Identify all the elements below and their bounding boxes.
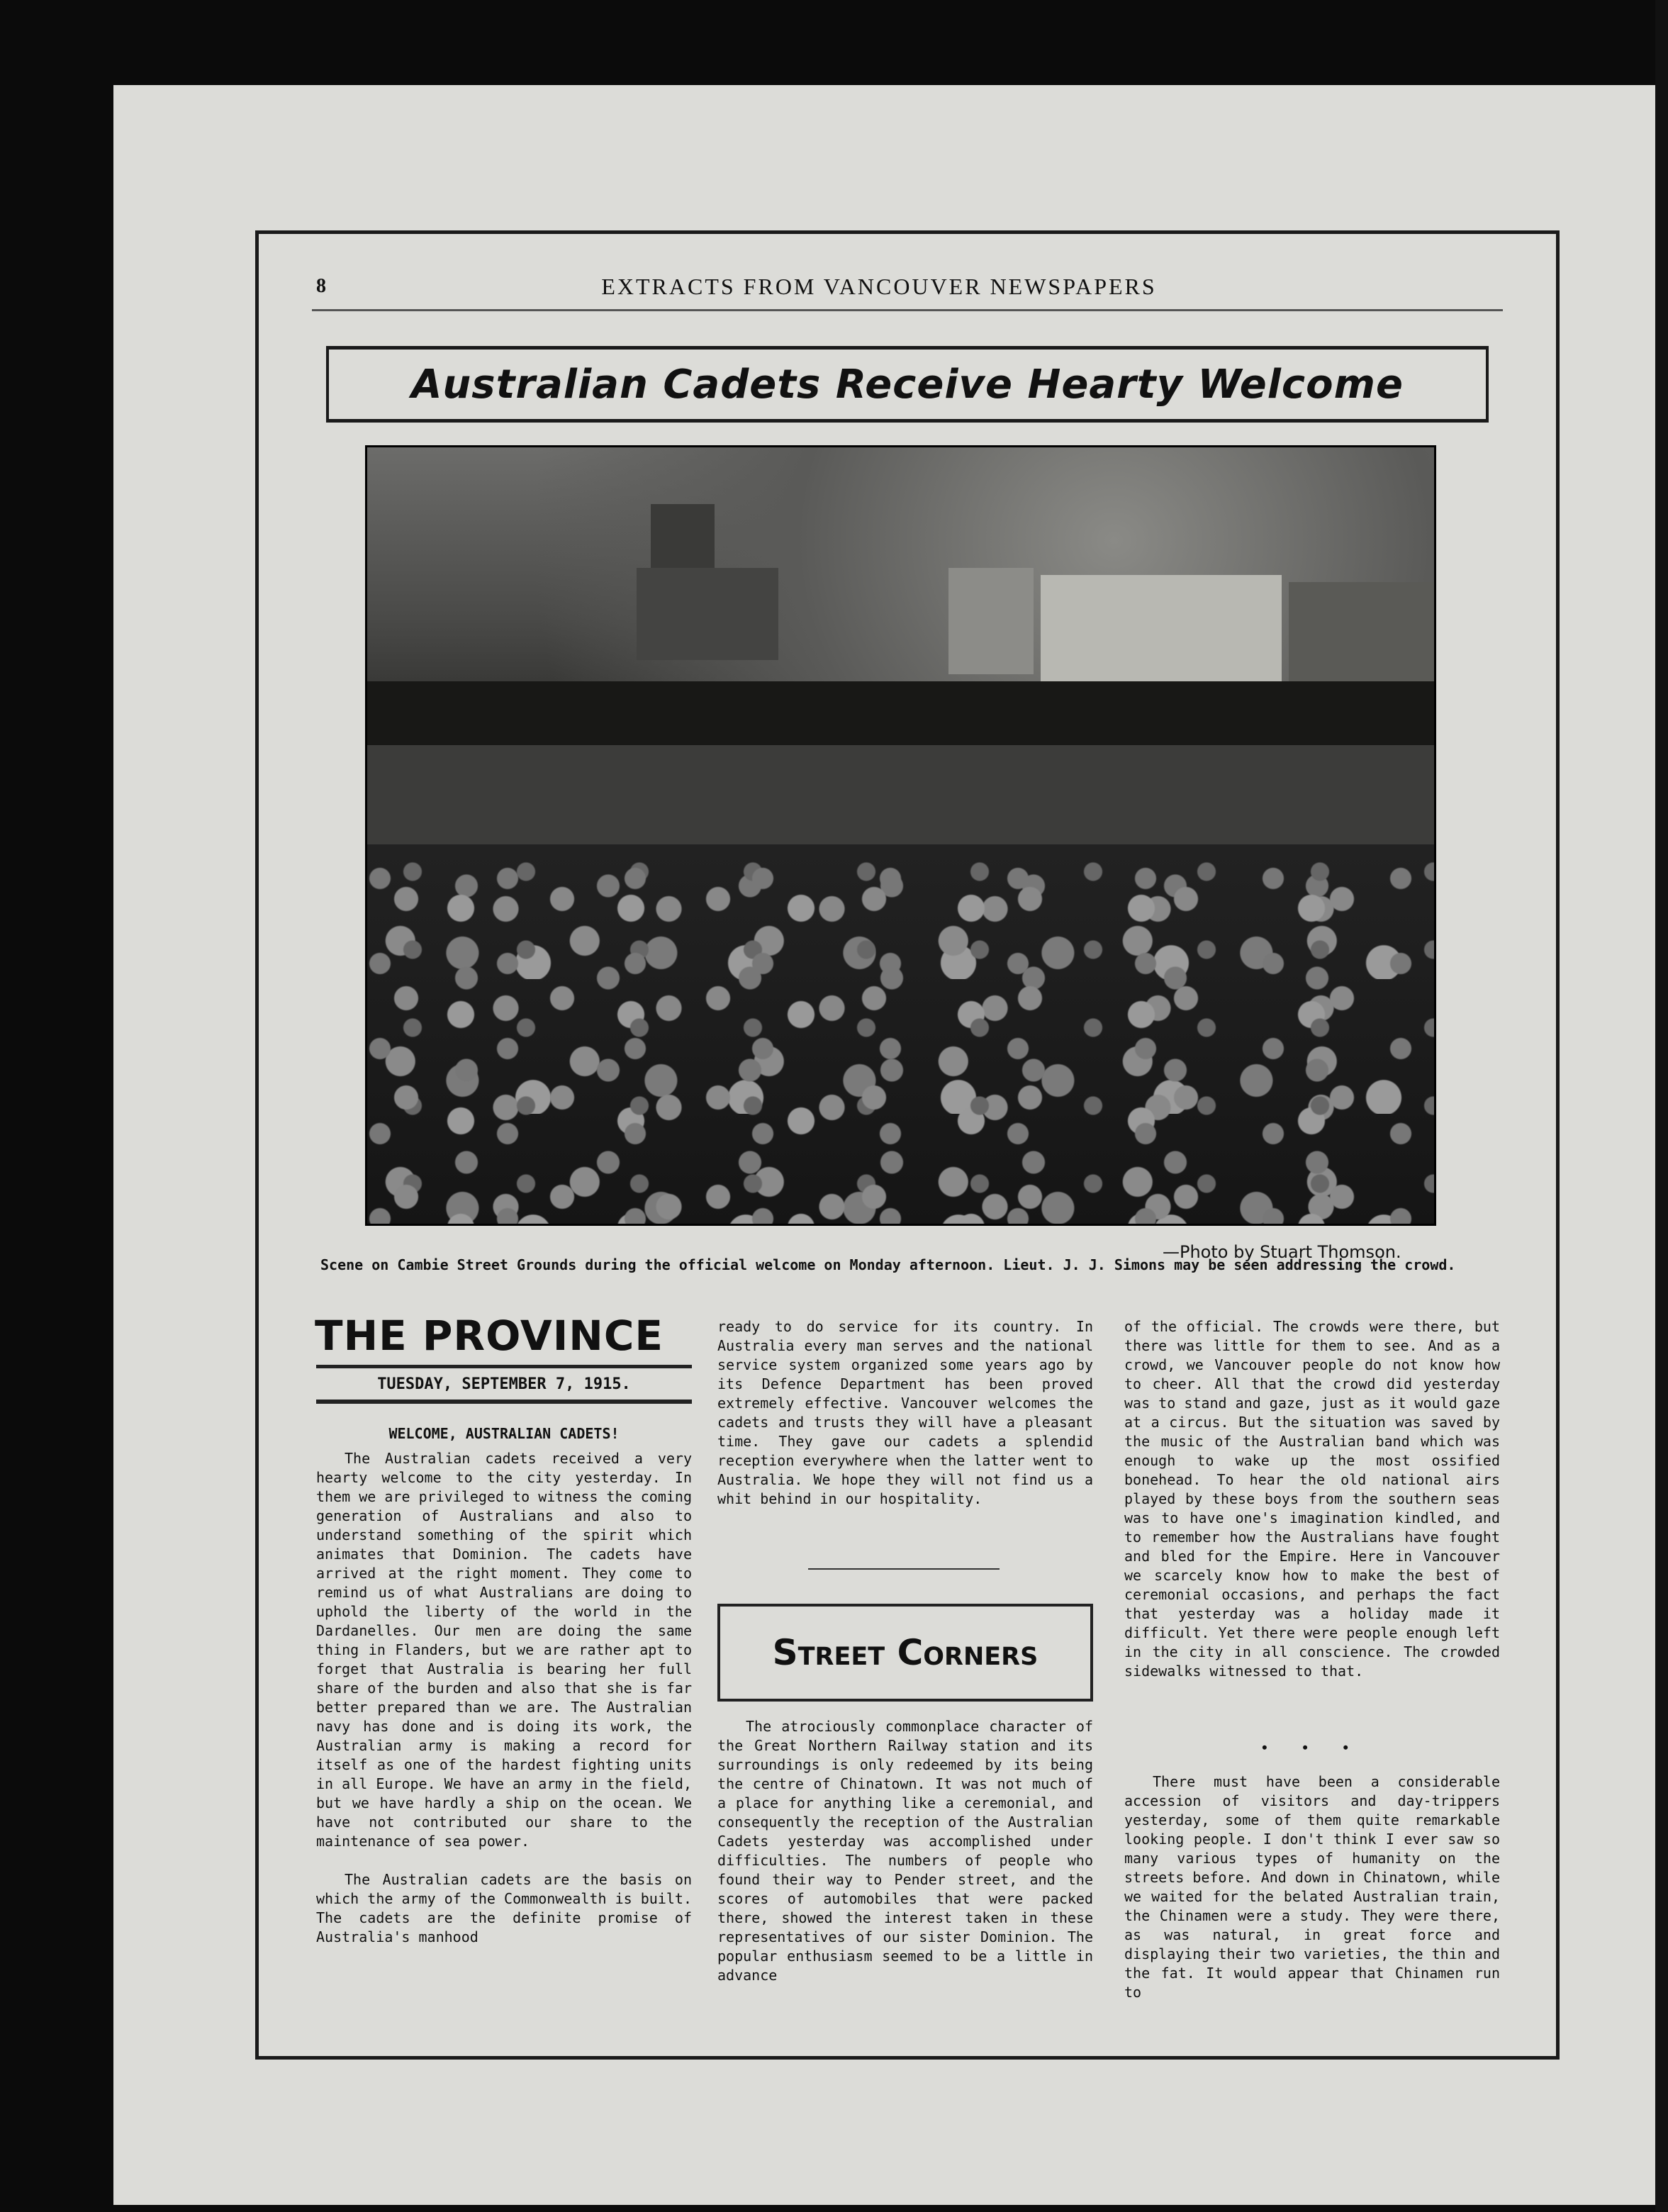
photo-caption: Scene on Cambie Street Grounds during the official welcome on Monday afternoon. Lieut. J. J. Simons may be seen addressing the crowd.: [320, 1256, 1456, 1273]
building-far-right: [1289, 582, 1434, 696]
editorial-title: WELCOME, AUSTRALIAN CADETS!: [388, 1425, 620, 1442]
headline: Australian Cadets Receive Hearty Welcome: [411, 361, 1404, 408]
column-three-continued: [1124, 1772, 1500, 2021]
street-corners-text: [717, 1717, 1093, 2004]
crowd: [367, 844, 1434, 1224]
header-rule: [312, 309, 1503, 311]
masthead-rule-bottom: [316, 1400, 692, 1404]
column-divider: [808, 1568, 1000, 1570]
column-three: [1124, 1317, 1500, 1700]
editorial-paragraph: The Australian cadets are the basis on which the army of the Commonwealth is built. The cadets are the definite promise of Australia's manhood: [316, 1871, 692, 1945]
running-head: EXTRACTS FROM VANCOUVER NEWSPAPERS: [601, 274, 1157, 299]
street-corners-box: [717, 1604, 1093, 1702]
building-center: [948, 568, 1034, 674]
masthead: THE PROVINCE: [315, 1312, 664, 1360]
street-corners-title: Street Corners: [772, 1632, 1039, 1673]
editorial-column: [316, 1449, 692, 1966]
parade-ground: [367, 745, 1434, 851]
building-right: [1041, 575, 1282, 696]
headline-banner: [326, 346, 1489, 423]
crowd-photo: [365, 445, 1436, 1226]
photo-credit: —Photo by Stuart Thomson.: [1163, 1242, 1401, 1262]
column-three-paragraph-1: of the official. The crowds were there, but there was little for them to see. And as a crowd, we Vancouver people do not know how to cheer. All that the crowd did yesterday was to stand and gaze, just as it would gaze at a circus. But the situation was saved by the music of the Australian band which was enough to wake up the most ossified bonehead. To hear the old national airs played by these boys from the southern seas was to have one's imagination kindled, and to remember how the Australians have fought and bled for the Empire. Here in Vancouver we scarcely know how to make the best of ceremonial occasions, and perhaps the fact that yesterday was a holiday made it difficult. Yet there were people enough left in the city in all conscience. The crowded sidewalks witnessed to that.: [1124, 1318, 1500, 1680]
street-corners-paragraph: The atrociously commonplace character of the Great Northern Railway station and its surroundings is only redeemed by its being the centre of Chinatown. It was not much of a place for anything like a ceremonial, and consequently the reception of the Australian Cadets yesterday was accomplished under difficulties. The numbers of people who found their way to Pender street, and the scores of automobiles that were packed there, showed the interest taken in these representatives of our sister Dominion. The popular enthusiasm seemed to be a little in advance: [717, 1718, 1093, 1984]
cadet-ranks: [367, 681, 1434, 745]
masthead-date: TUESDAY, SEPTEMBER 7, 1915.: [377, 1375, 631, 1393]
column-three-paragraph-2: There must have been a considerable accession of visitors and day-trippers yesterday, some of them quite remarkable looking people. I don't think I ever saw so many various types of humanity on the streets before. And down in Chinatown, while we waited for the belated Australian train, the Chinamen were a study. They were there, as was natural, in great force and displaying their two varieties, the thin and the fat. It would appear that Chinamen run to: [1124, 1773, 1500, 2001]
page-number: 8: [316, 275, 326, 297]
page-edge-shadow: [1655, 0, 1668, 2212]
column-two: [717, 1317, 1093, 1528]
section-break-dots: • • •: [1262, 1738, 1365, 1756]
editorial-paragraph: The Australian cadets received a very hearty welcome to the city yesterday. In them we are privileged to witness the coming generation of Australians and also to understand something of the spirit which animates that Dominion. The cadets have arrived at the right moment. They come to remind us of what Australians are doing to uphold the liberty of the world in the Dardanelles. Our men are doing the same thing in Flanders, but we are rather apt to forget that Australia is bearing her full share of the burden and also that she is far better prepared than we are. The Australian navy has done and is doing its work, the Australian army is making a record for itself as one of the hardest fighting units in all Europe. We have an army in the field, but we have hardly a ship on the ocean. We have not contributed our share to the maintenance of sea power.: [316, 1450, 692, 1850]
building-left: [637, 568, 778, 660]
masthead-rule-top: [316, 1365, 692, 1368]
column-two-continuation: ready to do service for its country. In Australia every man serves and the national service system organized some years ago by its Defence Department has been proved extremely effective. Vancouver welcomes the cadets and trusts they will have a pleasant time. They gave our cadets a splendid reception everywhere when the latter went to Australia. We hope they will not find us a whit behind in our hospitality.: [717, 1318, 1093, 1507]
